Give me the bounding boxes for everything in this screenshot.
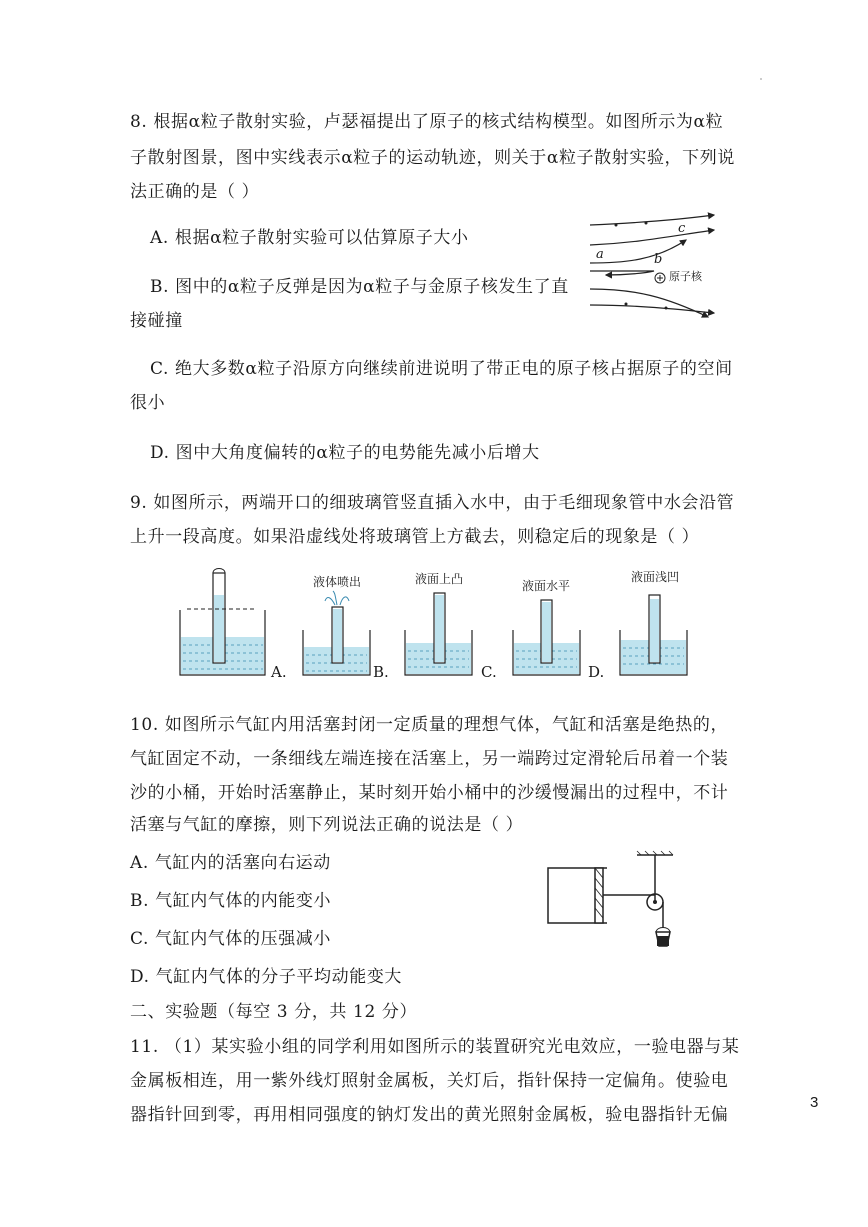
q8-option-c-line-1: C. 绝大多数α粒子沿原方向继续前进说明了带正电的原子核占据原子的空间 [150, 359, 733, 379]
trajectory-label-a: a [596, 247, 604, 262]
scan-dot [760, 78, 762, 80]
q8-option-b-line-2: 接碰撞 [130, 311, 183, 331]
q10-option-b: B. 气缸内气体的内能变小 [130, 891, 332, 911]
caption-c: 液面水平 [522, 579, 571, 593]
q10-stem-line-1: 10. 如图所示气缸内用活塞封闭一定质量的理想气体，气缸和活塞是绝热的， [130, 715, 729, 735]
q10-stem-line-4: 活塞与气缸的摩擦，则下列说法正确的说法是（ ） [130, 815, 524, 835]
q8-option-d: D. 图中大角度偏转的α粒子的电势能先减小后增大 [150, 443, 540, 463]
choice-d-letter: D. [588, 663, 605, 681]
section-2-heading: 二、实验题（每空 3 分，共 12 分） [130, 1002, 418, 1022]
trajectory-label-b: b [654, 252, 663, 267]
q10-stem-line-2: 气缸固定不动，一条细线左端连接在活塞上，另一端跨过定滑轮后吊着一个装 [130, 749, 729, 769]
q9-stem-line-2: 上升一段高度。如果沿虚线处将玻璃管上方截去，则稳定后的现象是（ ） [130, 527, 700, 547]
q10-option-a: A. 气缸内的活塞向右运动 [130, 853, 331, 873]
capillary-tube-figure [175, 565, 715, 685]
nucleus-label: 原子核 [669, 270, 702, 283]
choice-c-letter: C. [481, 663, 497, 681]
q9-stem-line-1: 9. 如图所示，两端开口的细玻璃管竖直插入水中，由于毛细现象管中水会沿管 [130, 493, 735, 513]
page-number: 3 [810, 1094, 819, 1111]
q10-stem-line-3: 沙的小桶，开始时活塞静止，某时刻开始小桶中的沙缓慢漏出的过程中，不计 [130, 783, 729, 803]
q10-option-c: C. 气缸内气体的压强减小 [130, 929, 332, 949]
q10-option-d: D. 气缸内气体的分子平均动能变大 [130, 967, 403, 987]
trajectory-label-c: c [678, 221, 686, 236]
q8-stem-line-1: 8. 根据α粒子散射实验，卢瑟福提出了原子的核式结构模型。如图所示为α粒 [130, 112, 724, 132]
q8-stem-line-2: 子散射图景，图中实线表示α粒子的运动轨迹，则关于α粒子散射实验，下列说 [130, 148, 735, 168]
caption-a: 液体喷出 [313, 575, 362, 589]
choice-a-letter: A. [271, 663, 287, 681]
q11-line-2: 金属板相连，用一紫外线灯照射金属板，关灯后，指针保持一定偏角。使验电 [130, 1071, 729, 1091]
alpha-scattering-figure [586, 205, 721, 325]
choice-b-letter: B. [373, 663, 389, 681]
caption-b: 液面上凸 [415, 572, 464, 586]
q11-line-1: 11. （1）某实验小组的同学利用如图所示的装置研究光电效应，一验电器与某 [130, 1037, 740, 1057]
cylinder-pulley-figure [545, 850, 695, 955]
q8-option-c-line-2: 很小 [130, 393, 166, 413]
q8-option-b-line-1: B. 图中的α粒子反弹是因为α粒子与金原子核发生了直 [150, 277, 569, 297]
caption-d: 液面浅凹 [631, 570, 680, 584]
q11-line-3: 器指针回到零，再用相同强度的钠灯发出的黄光照射金属板，验电器指针无偏 [130, 1105, 729, 1125]
q8-option-a: A. 根据α粒子散射实验可以估算原子大小 [150, 228, 469, 248]
q8-stem-line-3: 法正确的是（ ） [130, 182, 260, 202]
